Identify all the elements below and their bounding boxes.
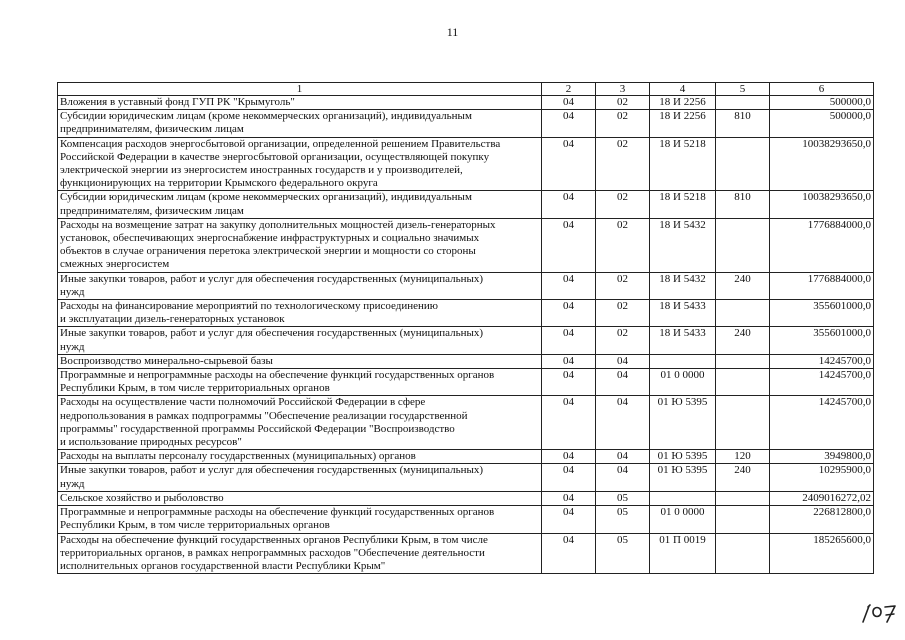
table-row <box>58 491 874 505</box>
column-header-6: 6 <box>770 83 874 96</box>
row-target-article-cell: 01 0 0000 <box>650 369 716 396</box>
row-amount-cell: 10038293650,0 <box>770 137 874 191</box>
row-amount-cell: 10295900,0 <box>770 464 874 491</box>
row-section-code-cell: 04 <box>542 137 596 191</box>
row-target-article-cell <box>650 354 716 368</box>
row-section-code-cell: 04 <box>542 369 596 396</box>
table-row <box>58 96 874 110</box>
row-name-cell: Иные закупки товаров, работ и услуг для обеспечения государственных (муниципальных) нужд <box>58 272 542 299</box>
row-amount-cell: 355601000,0 <box>770 327 874 354</box>
row-name-cell: Расходы на возмещение затрат на закупку дополнительных мощностей дизель-генераторных установок, обеспечивающих энергоснабжение инфраструктурных и социально значимых объектов в случае ограничения перетока электрической энергии и мощности со стороны смежных энергосистем <box>58 218 542 272</box>
row-section-code-cell: 04 <box>542 354 596 368</box>
row-amount-cell: 14245700,0 <box>770 354 874 368</box>
row-name-cell: Иные закупки товаров, работ и услуг для обеспечения государственных (муниципальных) нужд <box>58 464 542 491</box>
row-amount-cell: 14245700,0 <box>770 369 874 396</box>
row-target-article-cell: 18 И 5433 <box>650 327 716 354</box>
row-name-cell: Программные и непрограммные расходы на обеспечение функций государственных органов Республики Крым, в том числе территориальных органов <box>58 369 542 396</box>
row-amount-cell: 2409016272,02 <box>770 491 874 505</box>
table-row <box>58 506 874 533</box>
row-expense-type-cell: 810 <box>716 191 770 218</box>
row-name-cell: Расходы на осуществление части полномочий Российской Федерации в сфере недропользования в рамках подпрограммы "Обеспечение реализации государственной программы" государственной программы Российской Федерации "Воспроизводство и использование природных ресурсов" <box>58 396 542 450</box>
row-expense-type-cell <box>716 300 770 327</box>
row-section-code-cell: 04 <box>542 450 596 464</box>
row-subsection-code-cell: 04 <box>596 396 650 450</box>
row-section-code-cell: 04 <box>542 327 596 354</box>
row-subsection-code-cell: 05 <box>596 506 650 533</box>
row-section-code-cell: 04 <box>542 464 596 491</box>
table-header-row <box>58 83 874 96</box>
table-row <box>58 272 874 299</box>
row-amount-cell: 226812800,0 <box>770 506 874 533</box>
row-section-code-cell: 04 <box>542 533 596 574</box>
budget-table <box>57 82 874 574</box>
column-header-5: 5 <box>716 83 770 96</box>
row-name-cell: Компенсация расходов энергосбытовой организации, определенной решением Правительства Российской Федерации в качестве энергосбытовой организации, осуществляющей покупку электрической энергии из энергосистем иностранных государств и у производителей, функционирующих на территории Крымского федерального округа <box>58 137 542 191</box>
row-subsection-code-cell: 02 <box>596 137 650 191</box>
row-expense-type-cell: 120 <box>716 450 770 464</box>
row-target-article-cell: 01 Ю 5395 <box>650 450 716 464</box>
row-subsection-code-cell: 02 <box>596 327 650 354</box>
row-target-article-cell: 18 И 5432 <box>650 218 716 272</box>
table-row <box>58 450 874 464</box>
row-amount-cell: 185265600,0 <box>770 533 874 574</box>
table-row <box>58 369 874 396</box>
row-name-cell: Сельское хозяйство и рыболовство <box>58 491 542 505</box>
row-amount-cell: 355601000,0 <box>770 300 874 327</box>
page-number: 11 <box>446 25 459 39</box>
row-subsection-code-cell: 05 <box>596 491 650 505</box>
row-target-article-cell: 01 Ю 5395 <box>650 396 716 450</box>
row-target-article-cell: 18 И 5218 <box>650 137 716 191</box>
row-subsection-code-cell: 02 <box>596 300 650 327</box>
table-row <box>58 396 874 450</box>
row-expense-type-cell <box>716 218 770 272</box>
row-target-article-cell: 01 0 0000 <box>650 506 716 533</box>
row-name-cell: Расходы на выплаты персоналу государственных (муниципальных) органов <box>58 450 542 464</box>
row-section-code-cell: 04 <box>542 491 596 505</box>
row-target-article-cell: 18 И 5432 <box>650 272 716 299</box>
row-name-cell: Вложения в уставный фонд ГУП РК "Крымуголь" <box>58 96 542 110</box>
table-row <box>58 137 874 191</box>
row-expense-type-cell: 240 <box>716 272 770 299</box>
row-amount-cell: 500000,0 <box>770 96 874 110</box>
row-target-article-cell: 18 И 2256 <box>650 110 716 137</box>
row-name-cell: Программные и непрограммные расходы на обеспечение функций государственных органов Республики Крым, в том числе территориальных органов <box>58 506 542 533</box>
row-subsection-code-cell: 02 <box>596 218 650 272</box>
row-name-cell: Расходы на финансирование мероприятий по технологическому присоединению и эксплуатации дизель-генераторных установок <box>58 300 542 327</box>
row-expense-type-cell: 810 <box>716 110 770 137</box>
handwritten-page-mark <box>859 600 899 626</box>
row-amount-cell: 1776884000,0 <box>770 218 874 272</box>
table-row <box>58 533 874 574</box>
column-header-1: 1 <box>58 83 542 96</box>
row-subsection-code-cell: 02 <box>596 272 650 299</box>
row-amount-cell: 1776884000,0 <box>770 272 874 299</box>
row-section-code-cell: 04 <box>542 300 596 327</box>
row-section-code-cell: 04 <box>542 506 596 533</box>
row-section-code-cell: 04 <box>542 96 596 110</box>
column-header-2: 2 <box>542 83 596 96</box>
row-name-cell: Расходы на обеспечение функций государственных органов Республики Крым, в том числе территориальных органов, в рамках непрограммных расходов "Обеспечение деятельности исполнительных органов государственной власти Республики Крым" <box>58 533 542 574</box>
row-target-article-cell: 18 И 5218 <box>650 191 716 218</box>
row-target-article-cell <box>650 491 716 505</box>
row-subsection-code-cell: 04 <box>596 450 650 464</box>
table-row <box>58 327 874 354</box>
row-amount-cell: 10038293650,0 <box>770 191 874 218</box>
table-row <box>58 464 874 491</box>
table-row <box>58 300 874 327</box>
table-row <box>58 354 874 368</box>
row-subsection-code-cell: 02 <box>596 191 650 218</box>
row-expense-type-cell: 240 <box>716 464 770 491</box>
row-name-cell: Субсидии юридическим лицам (кроме некоммерческих организаций), индивидуальным предпринимателям, физическим лицам <box>58 110 542 137</box>
row-target-article-cell: 01 П 0019 <box>650 533 716 574</box>
row-section-code-cell: 04 <box>542 218 596 272</box>
row-expense-type-cell <box>716 491 770 505</box>
row-expense-type-cell <box>716 96 770 110</box>
row-expense-type-cell <box>716 137 770 191</box>
row-name-cell: Субсидии юридическим лицам (кроме некоммерческих организаций), индивидуальным предпринимателям, физическим лицам <box>58 191 542 218</box>
row-expense-type-cell: 240 <box>716 327 770 354</box>
row-target-article-cell: 18 И 5433 <box>650 300 716 327</box>
row-subsection-code-cell: 02 <box>596 110 650 137</box>
row-expense-type-cell <box>716 506 770 533</box>
row-section-code-cell: 04 <box>542 110 596 137</box>
row-expense-type-cell <box>716 369 770 396</box>
row-expense-type-cell <box>716 533 770 574</box>
row-target-article-cell: 01 Ю 5395 <box>650 464 716 491</box>
row-section-code-cell: 04 <box>542 396 596 450</box>
row-amount-cell: 14245700,0 <box>770 396 874 450</box>
table-body <box>58 96 874 574</box>
row-expense-type-cell <box>716 396 770 450</box>
row-subsection-code-cell: 04 <box>596 369 650 396</box>
table-row <box>58 218 874 272</box>
row-name-cell: Иные закупки товаров, работ и услуг для обеспечения государственных (муниципальных) нужд <box>58 327 542 354</box>
row-subsection-code-cell: 05 <box>596 533 650 574</box>
column-header-4: 4 <box>650 83 716 96</box>
row-target-article-cell: 18 И 2256 <box>650 96 716 110</box>
row-section-code-cell: 04 <box>542 272 596 299</box>
row-subsection-code-cell: 02 <box>596 96 650 110</box>
row-amount-cell: 500000,0 <box>770 110 874 137</box>
row-subsection-code-cell: 04 <box>596 464 650 491</box>
row-name-cell: Воспроизводство минерально-сырьевой базы <box>58 354 542 368</box>
row-subsection-code-cell: 04 <box>596 354 650 368</box>
row-amount-cell: 3949800,0 <box>770 450 874 464</box>
table-row <box>58 110 874 137</box>
column-header-3: 3 <box>596 83 650 96</box>
row-section-code-cell: 04 <box>542 191 596 218</box>
row-expense-type-cell <box>716 354 770 368</box>
table-row <box>58 191 874 218</box>
